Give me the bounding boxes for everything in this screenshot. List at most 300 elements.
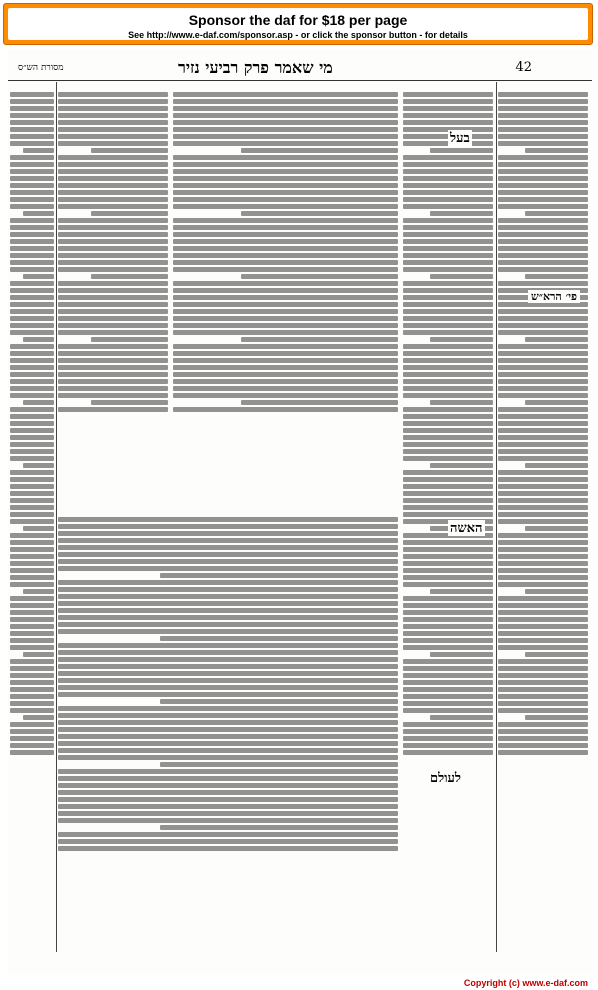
- text-line: [58, 706, 398, 711]
- text-line: [498, 162, 588, 167]
- text-line: [173, 99, 398, 104]
- text-line: [10, 393, 54, 398]
- text-line: [403, 568, 493, 573]
- text-line: [498, 582, 588, 587]
- text-line: [10, 372, 54, 377]
- text-line: [58, 818, 398, 823]
- text-line: [403, 680, 493, 685]
- text-line: [23, 337, 54, 342]
- text-line: [23, 463, 54, 468]
- text-line: [498, 281, 588, 286]
- text-line: [58, 517, 398, 522]
- text-line: [10, 498, 54, 503]
- text-line: [58, 552, 398, 557]
- text-line: [498, 659, 588, 664]
- text-line: [498, 127, 588, 132]
- text-line: [403, 428, 493, 433]
- text-line: [498, 554, 588, 559]
- text-line: [10, 302, 54, 307]
- text-line: [498, 239, 588, 244]
- text-line: [498, 253, 588, 258]
- text-line: [160, 825, 398, 830]
- text-line: [403, 470, 493, 475]
- text-line: [403, 540, 493, 545]
- text-line: [403, 323, 493, 328]
- text-line: [10, 561, 54, 566]
- text-line: [498, 680, 588, 685]
- text-line: [498, 344, 588, 349]
- talmud-page: [8, 50, 592, 975]
- page-title: מי שאמר פרק רביעי נזיר: [178, 58, 333, 77]
- text-line: [58, 846, 398, 851]
- text-line: [498, 449, 588, 454]
- text-line: [10, 659, 54, 664]
- text-line: [498, 533, 588, 538]
- text-line: [10, 281, 54, 286]
- text-line: [403, 547, 493, 552]
- text-line: [10, 666, 54, 671]
- text-line: [498, 155, 588, 160]
- text-line: [498, 512, 588, 517]
- text-line: [403, 379, 493, 384]
- text-line: [58, 288, 168, 293]
- text-line: [403, 183, 493, 188]
- text-line: [58, 162, 168, 167]
- text-line: [160, 762, 398, 767]
- column-divider: [496, 82, 497, 952]
- text-line: [91, 211, 168, 216]
- text-line: [498, 260, 588, 265]
- text-line: [10, 456, 54, 461]
- text-line: [403, 330, 493, 335]
- text-line: [10, 414, 54, 419]
- text-line: [403, 106, 493, 111]
- text-line: [498, 743, 588, 748]
- text-line: [173, 141, 398, 146]
- text-line: [10, 449, 54, 454]
- text-line: [525, 400, 588, 405]
- text-line: [403, 120, 493, 125]
- text-line: [10, 106, 54, 111]
- text-line: [403, 743, 493, 748]
- text-line: [498, 246, 588, 251]
- text-line: [173, 309, 398, 314]
- text-line: [525, 337, 588, 342]
- text-line: [58, 566, 398, 571]
- text-line: [498, 722, 588, 727]
- text-line: [403, 736, 493, 741]
- text-line: [403, 596, 493, 601]
- text-line: [403, 561, 493, 566]
- text-line: [10, 218, 54, 223]
- text-line: [498, 435, 588, 440]
- text-line: [498, 603, 588, 608]
- text-line: [430, 274, 493, 279]
- text-line: [10, 547, 54, 552]
- text-line: [23, 400, 54, 405]
- text-line: [403, 582, 493, 587]
- text-line: [58, 671, 398, 676]
- text-line: [10, 155, 54, 160]
- page-header: [8, 58, 592, 81]
- text-line: [58, 783, 398, 788]
- text-line: [403, 302, 493, 307]
- text-line: [10, 113, 54, 118]
- text-line: [498, 386, 588, 391]
- text-line: [403, 575, 493, 580]
- text-line: [10, 610, 54, 615]
- text-line: [403, 449, 493, 454]
- text-line: [23, 274, 54, 279]
- text-line: [403, 386, 493, 391]
- text-line: [10, 239, 54, 244]
- text-line: [91, 400, 168, 405]
- text-line: [10, 225, 54, 230]
- text-line: [23, 148, 54, 153]
- text-line: [58, 204, 168, 209]
- text-line: [58, 839, 398, 844]
- text-line: [403, 197, 493, 202]
- text-line: [403, 176, 493, 181]
- text-line: [498, 701, 588, 706]
- text-line: [58, 594, 398, 599]
- text-line: [403, 358, 493, 363]
- text-line: [173, 379, 398, 384]
- text-line: [403, 239, 493, 244]
- text-line: [498, 624, 588, 629]
- text-line: [403, 701, 493, 706]
- text-line: [58, 281, 168, 286]
- text-line: [403, 288, 493, 293]
- text-line: [498, 358, 588, 363]
- text-line: [403, 99, 493, 104]
- text-line: [403, 393, 493, 398]
- text-line: [403, 253, 493, 258]
- text-line: [10, 176, 54, 181]
- text-line: [173, 316, 398, 321]
- lower-commentary: [58, 515, 398, 950]
- text-line: [525, 274, 588, 279]
- text-line: [58, 393, 168, 398]
- text-line: [173, 288, 398, 293]
- text-line: [58, 330, 168, 335]
- text-line: [498, 428, 588, 433]
- text-line: [498, 204, 588, 209]
- text-line: [498, 729, 588, 734]
- text-line: [10, 358, 54, 363]
- text-line: [498, 183, 588, 188]
- text-line: [498, 491, 588, 496]
- text-line: [498, 379, 588, 384]
- text-line: [58, 622, 398, 627]
- text-line: [403, 631, 493, 636]
- text-line: [498, 547, 588, 552]
- text-line: [430, 715, 493, 720]
- text-line: [58, 587, 398, 592]
- text-line: [58, 183, 168, 188]
- text-line: [91, 148, 168, 153]
- text-line: [160, 699, 398, 704]
- text-line: [241, 274, 399, 279]
- text-line: [58, 407, 168, 412]
- text-line: [10, 701, 54, 706]
- text-line: [10, 204, 54, 209]
- text-line: [403, 260, 493, 265]
- text-line: [173, 183, 398, 188]
- text-line: [403, 421, 493, 426]
- text-line: [58, 246, 168, 251]
- text-line: [58, 197, 168, 202]
- text-line: [498, 393, 588, 398]
- text-line: [10, 505, 54, 510]
- text-line: [10, 162, 54, 167]
- text-line: [58, 106, 168, 111]
- text-line: [58, 113, 168, 118]
- text-line: [58, 295, 168, 300]
- text-line: [10, 99, 54, 104]
- text-line: [403, 638, 493, 643]
- text-line: [403, 729, 493, 734]
- text-line: [498, 316, 588, 321]
- text-line: [58, 379, 168, 384]
- text-line: [10, 533, 54, 538]
- text-line: [10, 421, 54, 426]
- text-line: [498, 309, 588, 314]
- page-number: 42: [515, 60, 532, 75]
- text-line: [58, 601, 398, 606]
- text-line: [498, 456, 588, 461]
- text-line: [498, 694, 588, 699]
- text-line: [498, 190, 588, 195]
- text-line: [498, 687, 588, 692]
- text-line: [403, 365, 493, 370]
- text-line: [241, 148, 399, 153]
- text-line: [58, 365, 168, 370]
- text-line: [58, 267, 168, 272]
- text-line: [160, 573, 398, 578]
- text-line: [498, 477, 588, 482]
- sponsor-subtitle[interactable]: See http://www.e-daf.com/sponsor.asp - or click the sponsor button - for details: [128, 30, 468, 40]
- text-line: [173, 351, 398, 356]
- text-line: [498, 267, 588, 272]
- text-line: [10, 141, 54, 146]
- text-line: [23, 526, 54, 531]
- text-line: [10, 309, 54, 314]
- text-line: [58, 832, 398, 837]
- text-line: [10, 120, 54, 125]
- text-line: [23, 589, 54, 594]
- text-line: [498, 596, 588, 601]
- text-line: [58, 545, 398, 550]
- text-line: [403, 113, 493, 118]
- text-line: [403, 372, 493, 377]
- text-line: [58, 372, 168, 377]
- text-line: [10, 750, 54, 755]
- text-line: [173, 127, 398, 132]
- text-line: [498, 617, 588, 622]
- text-line: [10, 470, 54, 475]
- text-line: [403, 407, 493, 412]
- text-line: [10, 491, 54, 496]
- text-line: [403, 456, 493, 461]
- text-line: [498, 575, 588, 580]
- text-line: [58, 727, 398, 732]
- text-line: [403, 722, 493, 727]
- section-word: האשה: [450, 521, 483, 536]
- text-line: [498, 631, 588, 636]
- right-margin-commentary: [498, 90, 588, 950]
- text-line: [10, 631, 54, 636]
- text-line: [430, 652, 493, 657]
- text-line: [10, 673, 54, 678]
- text-line: [10, 512, 54, 517]
- section-word: לעולם: [430, 771, 461, 786]
- text-line: [10, 197, 54, 202]
- text-line: [498, 92, 588, 97]
- text-line: [58, 685, 398, 690]
- text-line: [10, 729, 54, 734]
- text-line: [430, 211, 493, 216]
- text-line: [10, 477, 54, 482]
- text-line: [10, 253, 54, 258]
- text-line: [403, 295, 493, 300]
- header-left-label: מסורת הש״ס: [18, 63, 64, 73]
- text-line: [498, 561, 588, 566]
- copyright-footer[interactable]: Copyright (c) www.e-daf.com: [463, 978, 588, 988]
- text-line: [403, 624, 493, 629]
- text-line: [403, 673, 493, 678]
- text-line: [173, 155, 398, 160]
- text-line: [10, 743, 54, 748]
- text-line: [173, 134, 398, 139]
- text-line: [525, 526, 588, 531]
- text-line: [498, 666, 588, 671]
- text-line: [58, 538, 398, 543]
- text-line: [23, 715, 54, 720]
- text-line: [173, 386, 398, 391]
- text-line: [91, 274, 168, 279]
- text-line: [58, 302, 168, 307]
- text-line: [58, 629, 398, 634]
- text-line: [10, 624, 54, 629]
- text-line: [10, 407, 54, 412]
- text-line: [10, 736, 54, 741]
- text-line: [498, 323, 588, 328]
- text-line: [58, 239, 168, 244]
- text-line: [10, 540, 54, 545]
- text-line: [498, 638, 588, 643]
- text-line: [58, 120, 168, 125]
- text-line: [58, 643, 398, 648]
- text-line: [58, 127, 168, 132]
- text-line: [430, 463, 493, 468]
- sponsor-banner[interactable]: [3, 3, 593, 45]
- text-line: [10, 435, 54, 440]
- text-line: [173, 190, 398, 195]
- text-line: [58, 608, 398, 613]
- text-line: [10, 379, 54, 384]
- text-line: [173, 267, 398, 272]
- text-line: [10, 295, 54, 300]
- text-line: [403, 750, 493, 755]
- text-line: [498, 736, 588, 741]
- text-line: [10, 442, 54, 447]
- section-word: בעל: [450, 131, 470, 146]
- text-line: [58, 797, 398, 802]
- text-line: [173, 372, 398, 377]
- text-line: [403, 204, 493, 209]
- text-line: [498, 421, 588, 426]
- text-line: [58, 741, 398, 746]
- text-line: [498, 120, 588, 125]
- text-line: [10, 708, 54, 713]
- text-line: [173, 113, 398, 118]
- text-line: [58, 692, 398, 697]
- text-line: [10, 687, 54, 692]
- text-line: [173, 330, 398, 335]
- text-line: [173, 260, 398, 265]
- text-line: [498, 218, 588, 223]
- text-line: [10, 127, 54, 132]
- text-line: [58, 358, 168, 363]
- text-line: [10, 596, 54, 601]
- sponsor-title[interactable]: Sponsor the daf for $18 per page: [188, 12, 408, 28]
- text-line: [58, 559, 398, 564]
- text-line: [403, 645, 493, 650]
- text-line: [430, 337, 493, 342]
- text-line: [10, 575, 54, 580]
- text-line: [58, 351, 168, 356]
- text-line: [58, 755, 398, 760]
- text-line: [498, 498, 588, 503]
- text-line: [403, 281, 493, 286]
- text-line: [10, 484, 54, 489]
- text-line: [58, 790, 398, 795]
- text-line: [10, 169, 54, 174]
- text-line: [10, 645, 54, 650]
- text-line: [498, 407, 588, 412]
- text-line: [10, 92, 54, 97]
- text-line: [58, 664, 398, 669]
- text-line: [10, 232, 54, 237]
- text-line: [58, 155, 168, 160]
- text-line: [498, 540, 588, 545]
- text-line: [525, 715, 588, 720]
- text-line: [498, 169, 588, 174]
- text-line: [498, 330, 588, 335]
- text-line: [241, 400, 399, 405]
- text-line: [58, 657, 398, 662]
- text-line: [10, 246, 54, 251]
- text-line: [498, 134, 588, 139]
- text-line: [58, 260, 168, 265]
- text-line: [173, 323, 398, 328]
- left-margin-notes: [10, 90, 54, 950]
- column-divider: [56, 82, 57, 952]
- text-line: [173, 253, 398, 258]
- text-line: [403, 498, 493, 503]
- text-line: [10, 288, 54, 293]
- text-line: [173, 169, 398, 174]
- text-line: [58, 99, 168, 104]
- text-line: [498, 99, 588, 104]
- text-line: [173, 92, 398, 97]
- text-line: [498, 708, 588, 713]
- text-line: [403, 225, 493, 230]
- text-line: [173, 393, 398, 398]
- text-line: [10, 330, 54, 335]
- text-line: [173, 218, 398, 223]
